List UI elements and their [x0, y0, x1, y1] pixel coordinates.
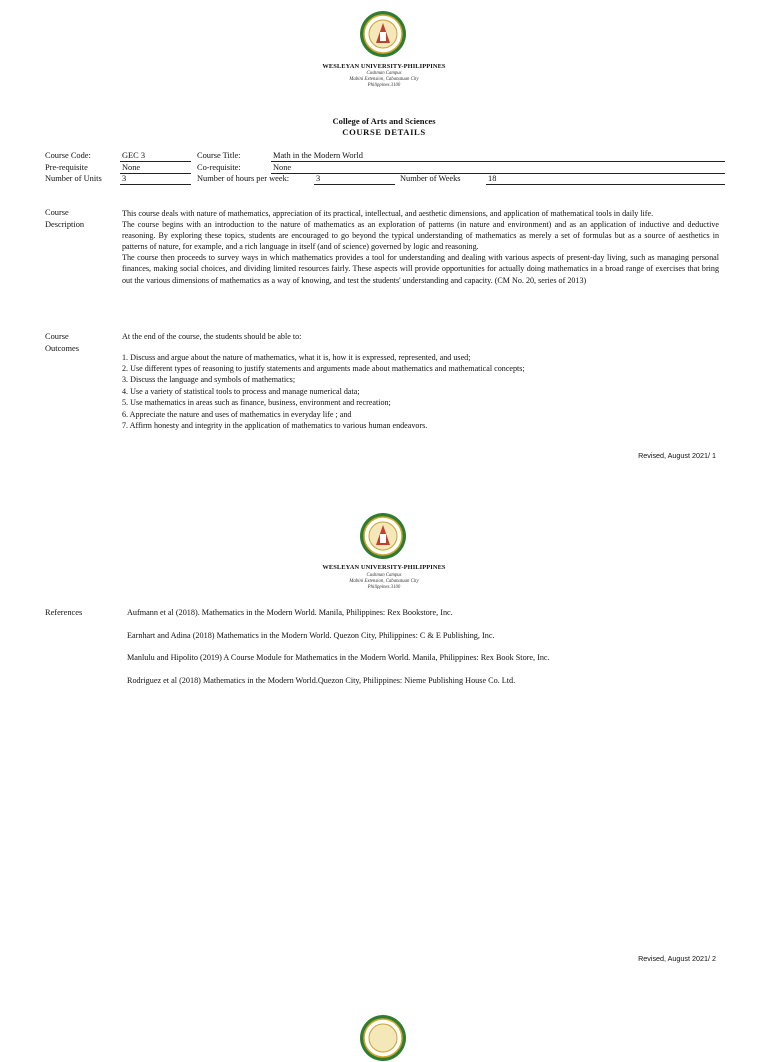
- outcome-item: 3. Discuss the language and symbols of mathematics;: [122, 375, 296, 384]
- reference-item: Rodriguez et al (2018) Mathematics in the Modern World.Quezon City, Philippines: Nieme Publishing House Co. Ltd.: [127, 676, 516, 685]
- campus-name: Cushman Campus: [366, 573, 402, 578]
- prerequisite-value: None: [120, 163, 191, 174]
- course-code-value: GEC 3: [120, 151, 191, 162]
- course-description: [122, 208, 719, 286]
- course-code-label: Course Code:: [45, 151, 91, 160]
- college-name: College of Arts and Sciences: [332, 116, 436, 126]
- corequisite-label: Co-requisite:: [197, 163, 241, 172]
- outcome-item: 1. Discuss and argue about the nature of mathematics, what it is, how it is expressed, represented, and used;: [122, 353, 471, 362]
- campus-name: Cushman Campus: [366, 71, 402, 76]
- units-label: Number of Units: [45, 174, 102, 183]
- weeks-label: Number of Weeks: [400, 174, 461, 183]
- university-seal-icon: [359, 512, 407, 560]
- units-value: 3: [120, 174, 191, 185]
- reference-item: Aufmann et al (2018). Mathematics in the Modern World. Manila, Philippines: Rex Bookstore, Inc.: [127, 608, 453, 617]
- campus-country: Philippines 3100: [367, 585, 401, 590]
- description-paragraph: The course begins with an introduction to the nature of mathematics as an exploration of patterns (in nature and environment) and as an application of inductive and deductive reasoning. By exploring these topics, students are encouraged to go beyond the typical understanding of mathematics as merely a set of formulas but as a source of aesthetics in patterns of nature, for example, and a rich language in itself (and of science) governed by logic and reasoning.: [122, 220, 719, 252]
- weeks-value: 18: [486, 174, 725, 185]
- outcomes-intro: At the end of the course, the students should be able to:: [122, 332, 302, 341]
- outcome-item: 6. Appreciate the nature and uses of mathematics in everyday life ; and: [122, 410, 352, 419]
- campus-country: Philippines 3100: [367, 83, 401, 88]
- outcome-item: 7. Affirm honesty and integrity in the application of mathematics to various human endeavors.: [122, 421, 428, 430]
- university-seal-icon: [359, 10, 407, 58]
- revision-note: Revised, August 2021/ 1: [638, 451, 716, 460]
- outcomes-label: Course Outcomes: [45, 332, 79, 353]
- outcome-item: 2. Use different types of reasoning to justify statements and arguments made about mathematics and mathematical concepts;: [122, 364, 525, 373]
- reference-item: Earnhart and Adina (2018) Mathematics in the Modern World. Quezon City, Philippines: C & E Publishing, Inc.: [127, 631, 495, 640]
- outcome-item: 4. Use a variety of statistical tools to process and manage numerical data;: [122, 387, 360, 396]
- corequisite-value: None: [271, 163, 725, 174]
- hours-value: 3: [314, 174, 395, 185]
- description-paragraph: The course then proceeds to survey ways in which mathematics provides a tool for understanding and dealing with various aspects of present-day living, such as managing personal finances, making social choices, and dividing limited resources fairly. These aspects will provide opportunities for actually doing mathematics in a broad range of exercises that bring out the various dimensions of mathematics as a way of knowing, and test the students' understanding and capacity. (CM No. 20, series of 2013): [122, 253, 719, 285]
- document-title: COURSE DETAILS: [342, 127, 426, 137]
- course-title-label: Course Title:: [197, 151, 241, 160]
- references-label: References: [45, 608, 83, 617]
- course-title-value: Math in the Modern World: [271, 151, 725, 162]
- university-name: WESLEYAN UNIVERSITY-PHILIPPINES: [322, 63, 446, 70]
- university-seal-icon: [359, 1014, 407, 1062]
- prerequisite-label: Pre-requisite: [45, 163, 88, 172]
- hours-label: Number of hours per week:: [197, 174, 290, 183]
- description-label: Course Description: [45, 208, 85, 229]
- university-name: WESLEYAN UNIVERSITY-PHILIPPINES: [322, 564, 446, 571]
- campus-address: Mabini Extension, Cabanatuan City: [349, 579, 419, 584]
- reference-item: Manlulu and Hipolito (2019) A Course Module for Mathematics in the Modern World. Manila, Philippines: Rex Book Store, Inc.: [127, 653, 550, 662]
- outcome-item: 5. Use mathematics in areas such as finance, business, environment and recreation;: [122, 398, 391, 407]
- campus-address: Mabini Extension, Cabanatuan City: [349, 77, 419, 82]
- revision-note: Revised, August 2021/ 2: [638, 954, 716, 963]
- description-paragraph: This course deals with nature of mathematics, appreciation of its practical, intellectual, and aesthetic dimensions, and application of mathematical tools in daily life.: [122, 209, 654, 218]
